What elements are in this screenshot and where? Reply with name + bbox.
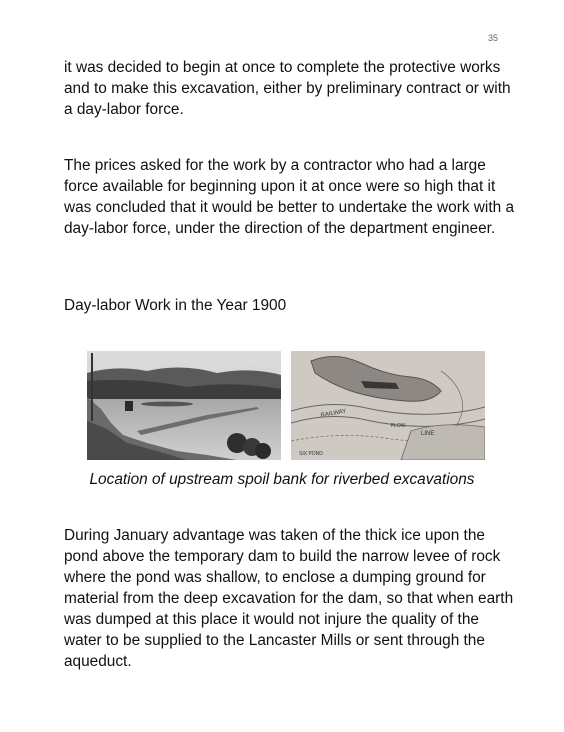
- map-label-pond: SIX POND: [299, 451, 323, 457]
- map-label-flow: FLOW: [391, 423, 406, 429]
- map-label-line: LINE: [421, 431, 435, 437]
- paragraph-1: it was decided to begin at once to complete the protective works and to make this excavation, either by preliminary contract or with a day-labor force.: [64, 59, 511, 118]
- map-label-railway: RAILWAY: [320, 408, 347, 419]
- site-map-image: [291, 351, 485, 460]
- paragraph-3: During January advantage was taken of the thick ice upon the pond above the temporary dam to build the narrow levee of rock where the pond was shallow, to enclose a dumping ground for material from the deep excavation for the dam, so that when earth was dumped at this place it would not injure the quality of the water to be supplied to the Lancaster Mills or sent through the aqueduct.: [64, 527, 514, 670]
- page-number: 35: [488, 33, 499, 43]
- paragraph-2: The prices asked for the work by a contractor who had a large force available for beginning upon it at once were so high that it was concluded that it would be better to undertake the work with a day-labor force, under the direction of the department engineer.: [64, 157, 515, 237]
- site-map: [291, 351, 485, 460]
- levee-photo-image: [87, 351, 281, 460]
- section-heading: Day-labor Work in the Year 1900: [64, 297, 287, 314]
- levee-photo: [87, 351, 281, 460]
- figure-caption: Location of upstream spoil bank for riverbed excavations: [89, 471, 475, 488]
